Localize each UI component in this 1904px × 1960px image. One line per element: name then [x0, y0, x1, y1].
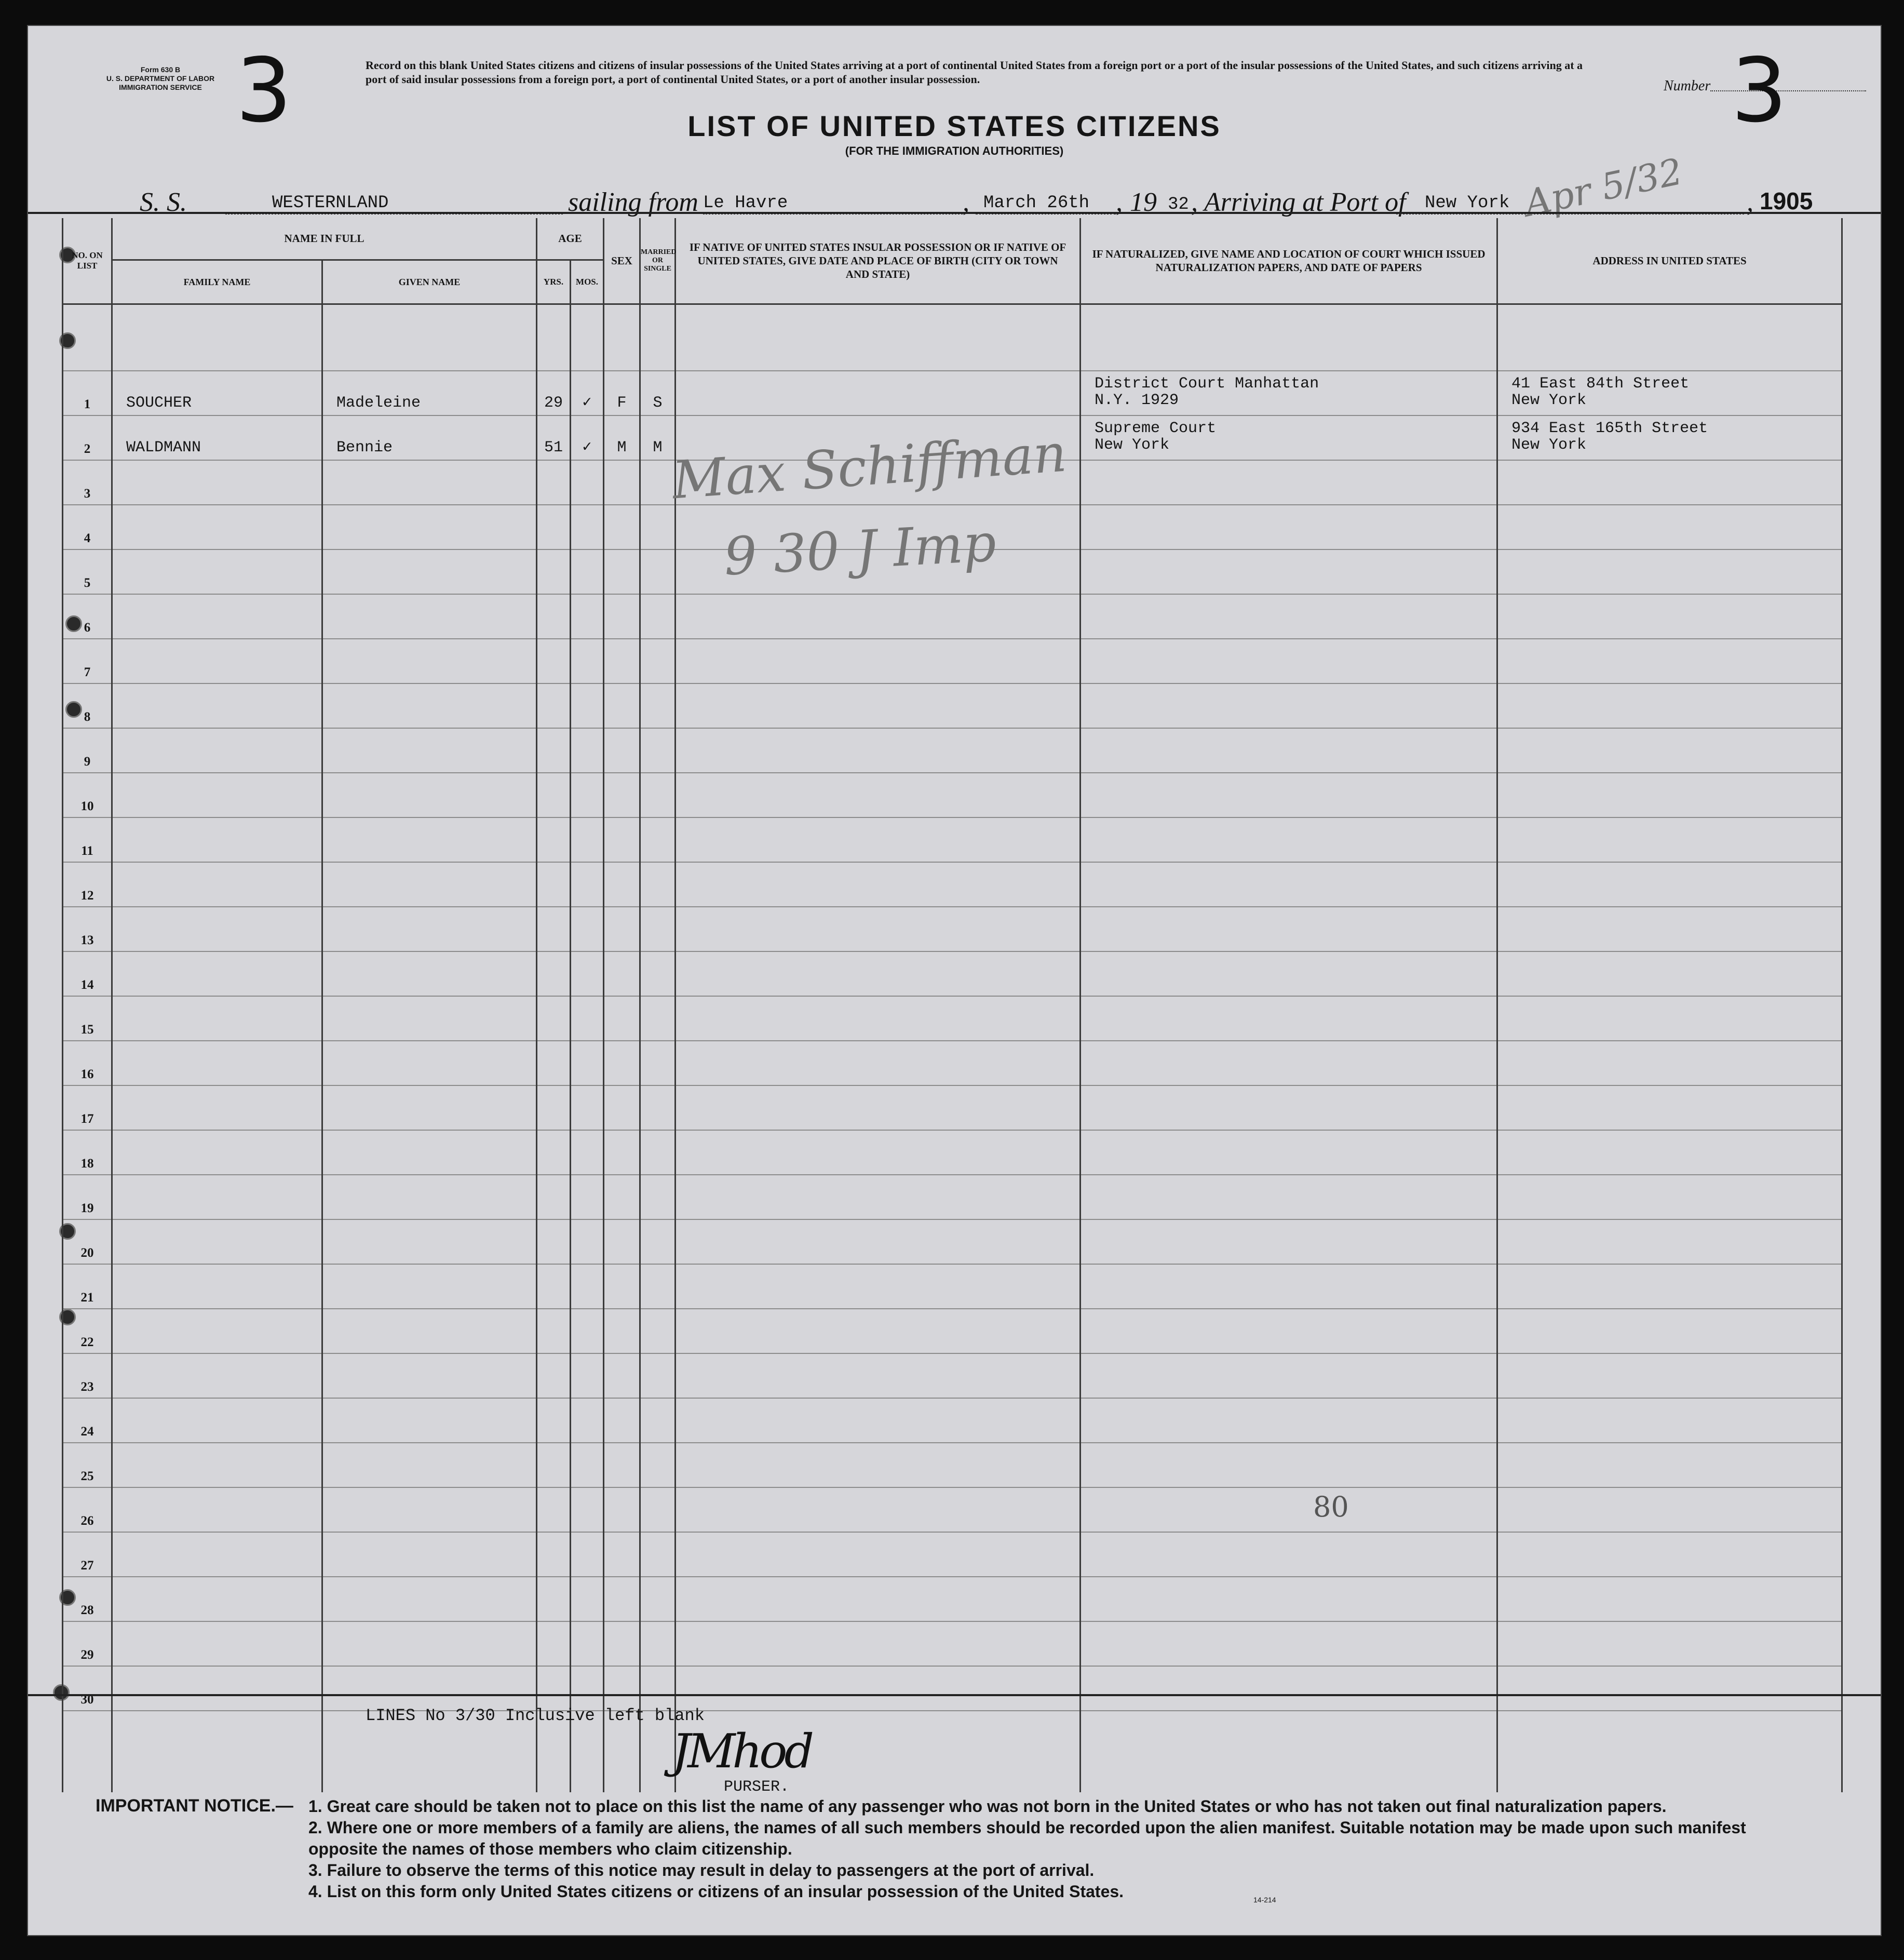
row-number: 30 [63, 1666, 112, 1711]
ship-name: WESTERNLAND [272, 193, 389, 213]
blank-table-row [63, 1532, 1842, 1577]
blank-table-row [63, 1130, 1842, 1175]
row-number: 12 [63, 862, 112, 907]
header-mos: MOS. [571, 260, 604, 304]
row-number: 8 [63, 683, 112, 728]
row-number: 13 [63, 907, 112, 951]
departure-port: Le Havre [703, 193, 788, 213]
sex-cell: M [604, 415, 640, 460]
blank-table-row [63, 1085, 1842, 1130]
blank-lines-note: LINES No 3/30 Inclusive left blank [366, 1706, 705, 1725]
number-label: Number [1664, 78, 1711, 94]
departure-date: March 26th [983, 193, 1090, 213]
ss-label: S. S. [140, 187, 187, 217]
blank-table-row [63, 996, 1842, 1041]
header-name-in-full: NAME IN FULL [112, 218, 537, 260]
blank-table-row [63, 1577, 1842, 1621]
page-title: LIST OF UNITED STATES CITIZENS [687, 110, 1221, 142]
blank-table-row [63, 1443, 1842, 1487]
row-number: 7 [63, 639, 112, 683]
notice-title: IMPORTANT NOTICE.— [96, 1796, 293, 1816]
blank-table-row [63, 639, 1842, 683]
blank-table-row [63, 1041, 1842, 1085]
intro-text: Record on this blank United States citizens and citizens of insular possessions of the United States arriving at a port of continental United States from a foreign port or a port of the insular possessions of the United States, and such citizens arriving at a port of said insular possessions from a foreign port, a port of continental United States, or a port of another insular possession. [366, 59, 1583, 86]
row-number: 14 [63, 951, 112, 996]
row-number: 3 [63, 460, 112, 505]
department-name: U. S. DEPARTMENT OF LABOR [106, 74, 215, 83]
row-number: 9 [63, 728, 112, 773]
print-code: 14-214 [1253, 1896, 1276, 1904]
age-years-cell: 29 [537, 371, 571, 415]
naturalization-court-cell [1081, 415, 1497, 460]
handwritten-number-left: 3 [236, 39, 292, 142]
family-name-cell: WALDMANN [112, 415, 322, 460]
age-years-cell: 51 [537, 415, 571, 460]
marital-status-cell: M [640, 415, 676, 460]
row-number: 20 [63, 1219, 112, 1264]
row-number: 27 [63, 1532, 112, 1577]
address-cell [1497, 415, 1842, 460]
notice-item: 4. List on this form only United States citizens or citizens of an insular possession of the United States. [308, 1882, 1124, 1901]
sex-cell: F [604, 371, 640, 415]
header-given-name: GIVEN NAME [322, 260, 537, 304]
blank-table-row [63, 862, 1842, 907]
notice-item: 3. Failure to observe the terms of this notice may result in delay to passengers at the port of arrival. [308, 1861, 1095, 1880]
address-line: 934 East 165th Street [1511, 419, 1708, 437]
blank-table-row [63, 1666, 1842, 1711]
row-number: 11 [63, 817, 112, 862]
court-line: Supreme Court [1095, 419, 1217, 437]
header-rule [28, 212, 1881, 214]
marital-status-cell: S [640, 371, 676, 415]
service-name: IMMIGRATION SERVICE [119, 83, 202, 91]
header-married-single: MARRIED OR SINGLE [640, 218, 676, 304]
blank-table-row [63, 1175, 1842, 1219]
blank-table-row [63, 683, 1842, 728]
arrival-port: New York [1425, 193, 1510, 213]
year-prefix: 19 [1130, 187, 1157, 217]
row-number: 21 [63, 1264, 112, 1309]
row-number: 15 [63, 996, 112, 1041]
row-number: 24 [63, 1398, 112, 1443]
header-age: AGE [537, 218, 604, 260]
table-row-spacer [63, 304, 1842, 371]
blank-table-row [63, 594, 1842, 639]
year-end: 1905 [1760, 187, 1813, 214]
row-number: 4 [63, 505, 112, 549]
blank-table-row [63, 773, 1842, 817]
row-number: 19 [63, 1175, 112, 1219]
handwritten-number-right: 3 [1731, 39, 1788, 142]
purser-label: PURSER. [724, 1778, 790, 1796]
header-sex: SEX [604, 218, 640, 304]
year-suffix: 32 [1168, 195, 1189, 214]
row-number: 6 [63, 594, 112, 639]
row-number: 16 [63, 1041, 112, 1085]
form-identifier [96, 65, 225, 92]
court-line: N.Y. 1929 [1095, 391, 1179, 409]
row-number: 18 [63, 1130, 112, 1175]
blank-table-row [63, 728, 1842, 773]
blank-table-row [63, 1309, 1842, 1353]
row-number: 28 [63, 1577, 112, 1621]
court-line: District Court Manhattan [1095, 374, 1319, 393]
header-naturalization: IF NATURALIZED, GIVE NAME AND LOCATION OF COURT WHICH ISSUED NATURALIZATION PAPERS, AND DATE OF PAPERS [1081, 218, 1497, 304]
row-number: 17 [63, 1085, 112, 1130]
table-row [63, 371, 1842, 415]
header-family-name: FAMILY NAME [112, 260, 322, 304]
address-cell [1497, 371, 1842, 415]
notice-list [308, 1796, 1814, 1902]
blank-table-row [63, 907, 1842, 951]
header-insular-birth: IF NATIVE OF UNITED STATES INSULAR POSSESSION OR IF NATIVE OF UNITED STATES, GIVE DATE AND PLACE OF BIRTH (CITY OR TOWN AND STATE) [676, 218, 1081, 304]
handwritten-arrival-date: Apr 5/32 [1520, 150, 1686, 225]
row-number: 29 [63, 1621, 112, 1666]
pencil-tally: 80 [1313, 1491, 1349, 1523]
row-number: 1 [63, 371, 112, 415]
pencil-note-time: 9 30 J Imp [722, 512, 998, 587]
address-line: 41 East 84th Street [1511, 374, 1690, 393]
table-filler-row [63, 1711, 1842, 1792]
age-months-cell: ✓ [571, 371, 604, 415]
birth-info-cell [676, 371, 1081, 415]
address-line: New York [1511, 436, 1587, 454]
blank-table-row [63, 1219, 1842, 1264]
header-no: NO. ON LIST [63, 218, 112, 304]
row-number: 10 [63, 773, 112, 817]
blank-table-row [63, 1487, 1842, 1532]
header-yrs: YRS. [537, 260, 571, 304]
pencil-note-name: Max Schiffman [670, 422, 1069, 511]
row-number: 26 [63, 1487, 112, 1532]
page-subtitle: (FOR THE IMMIGRATION AUTHORITIES) [845, 144, 1064, 157]
given-name-cell: Madeleine [322, 371, 537, 415]
row-number: 2 [63, 415, 112, 460]
blank-table-row [63, 1621, 1842, 1666]
blank-table-row [63, 951, 1842, 996]
arriving-label: Arriving at Port of [1204, 187, 1406, 217]
blank-table-row [63, 1353, 1842, 1398]
address-line: New York [1511, 391, 1587, 409]
row-number: 23 [63, 1353, 112, 1398]
blank-table-row [63, 1264, 1842, 1309]
manifest-sheet: Form 630 B U. S. DEPARTMENT OF LABOR IMMIGRATION SERVICE 3 Record on this blank United States citizens and citizens of insular possessions of the United States arriving at a port of continental United States from a foreign port or a port of the insular possessions of the United States, and such citizens arriving at a port of said insular possessions from a foreign port, a port of continental United States, or a port of another insular possession. Number 3 LIST OF UNITED STATES CITIZENS (FOR THE IMMIGRATION AUTHORITIES) S. S. WESTERNLAND sailing from Le Havre , March 26th , 19 32 , Arriving at Port of New York Apr 5/32 , 1905 NO. ON LIST NAME IN FULL AGE SEX MARRIED OR SINGLE IF NATIVE OF UNITED STATES INSULAR POSSESSION OR IF NATIVE OF UNITED STATES, GIVE DATE AND PLACE OF BIRTH (CITY OR TOWN AND STATE) IF NATURALIZED, GIVE NAME AND LOCATION OF COURT WHICH ISSUED NATURALIZATION PAPERS, AND DATE OF PAPERS ADDRESS IN UNITED STATES FAMILY NAME GIVEN NAME YRS. MOS. 1 SOUCHER Madeleine 29 ✓ F S District Court Manhattan N.Y. 1929 41 East 84th Street New York 2 WALDMANN Bennie 51 ✓ M M Supreme Court New York 934 East 165th Street New York 3 4 5 6 7 8 9 10 11 12 13 14 15 16 17 18 19 20 21 22 23 24 25 26 27 28 29 30 Max Schiffman 9 30 J Imp 80 LINES No 3/30 Inclusive left blank JMhod PURSER. IMPORTANT NOTICE.— 1. Great care should be taken not to place on this list the name of any passenger who was not born in the United States or who has not taken out final naturalization papers. 2. Where one or more members of a family are aliens, the names of all such members should be recorded upon the alien manifest. Suitable notation may be made upon such manifest opposite the names of those members who claim citizenship. 3. Failure to observe the terms of this notice may result in delay to passengers at the port of arrival. 4. List on this form only United States citizens or citizens of an insular possession of the United States. 14-214 [27, 25, 1882, 1936]
given-name-cell: Bennie [322, 415, 537, 460]
sailing-label: sailing from [568, 187, 698, 217]
naturalization-court-cell [1081, 371, 1497, 415]
purser-signature: JMhod [672, 1724, 811, 1779]
court-line: New York [1095, 436, 1170, 454]
row-number: 5 [63, 549, 112, 594]
footer-rule [28, 1694, 1881, 1696]
row-number: 25 [63, 1443, 112, 1487]
blank-table-row [63, 1398, 1842, 1443]
family-name-cell: SOUCHER [112, 371, 322, 415]
blank-table-row [63, 817, 1842, 862]
notice-item: 1. Great care should be taken not to place on this list the name of any passenger who was not born in the United States or who has not taken out final naturalization papers. [308, 1797, 1667, 1816]
age-months-cell: ✓ [571, 415, 604, 460]
header-address: ADDRESS IN UNITED STATES [1497, 218, 1842, 304]
notice-item: 2. Where one or more members of a family are aliens, the names of all such members should be recorded upon the alien manifest. Suitable notation may be made upon such manifest opposite the names of those members who claim citizenship. [308, 1818, 1746, 1858]
form-number: Form 630 B [140, 65, 181, 74]
row-number: 22 [63, 1309, 112, 1353]
